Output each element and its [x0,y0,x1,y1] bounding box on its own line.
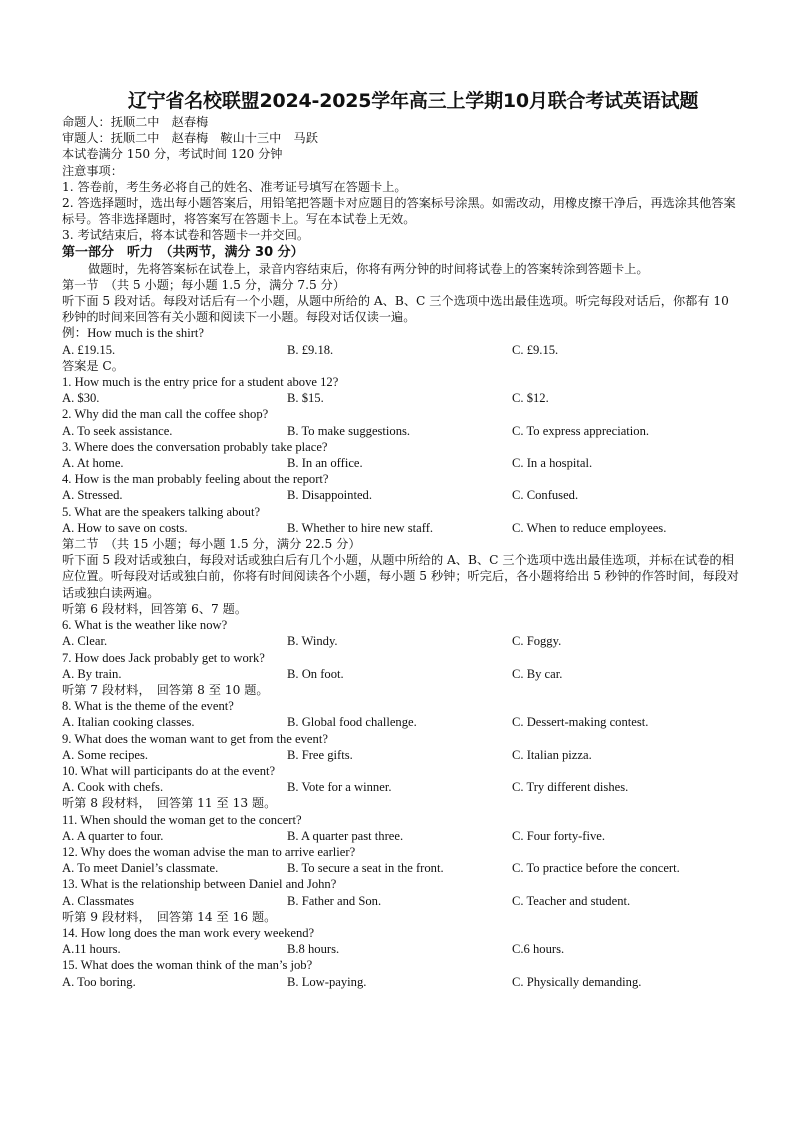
question: 5. What are the speakers talking about? [62,504,261,519]
author-line: 命题人：抚顺二中 赵春梅 [62,115,209,129]
option-c: C.6 hours. [512,942,565,957]
note-1: 1. 答卷前，考生务必将自己的姓名、准考证号填写在答题卡上。 [62,179,407,194]
option-c: C. Italian pizza. [512,747,592,762]
option-a: A. To meet Daniel’s classmate. [62,861,219,876]
material-8-label: 听第 8 段材料， 回答第 11 至 13 题。 [62,796,277,811]
options-row [62,423,742,439]
section2-heading: 第二节 （共 15 小题；每小题 1.5 分，满分 22.5 分） [62,537,361,552]
question: 10. What will participants do at the event? [62,763,276,778]
material-6-label: 听第 6 段材料，回答第 6、7 题。 [62,601,248,616]
options-row [62,779,742,795]
options-row [62,666,742,682]
score-time-line: 本试卷满分 150 分，考试时间 120 分钟 [62,147,283,162]
notes-heading: 注意事项： [62,163,123,178]
option-a: A. A quarter to four. [62,828,164,843]
options-row [62,714,742,730]
note-3: 3. 考试结束后，将本试卷和答题卡一并交回。 [62,228,310,243]
option-c: C. Physically demanding. [512,974,642,989]
question: 9. What does the woman want to get from the event? [62,731,328,746]
option-b: B.8 hours. [287,942,340,957]
option-a: A. $30. [62,391,100,406]
question: 7. How does Jack probably get to work? [62,650,265,665]
question: 14. How long does the man work every weekend? [62,925,315,940]
options-row [62,893,742,909]
section1-heading: 第一节 （共 5 小题；每小题 1.5 分，满分 7.5 分） [62,277,346,292]
option-a: A. By train. [62,666,122,681]
option-a: A. How to save on costs. [62,520,188,535]
question: 15. What does the woman think of the man’s job? [62,958,313,973]
option-b: B. Low-paying. [287,974,367,989]
section2-instructions: 听下面 5 段对话或独白，每段对话或独白后有几个小题，从题中所给的 A、B、C 三个选项中选出最佳选项，并标在试卷的相应位置。听每段对话或独白前，你将有时间阅读各个小题，每小题 5 秒钟；听完后，各小题将给出 5 秒钟的作答时间，每段对话或独白读两遍。 [62,553,739,600]
option-c: C. By car. [512,666,563,681]
material-7-label: 听第 7 段材料， 回答第 8 至 10 题。 [62,682,269,697]
example-options [62,342,742,358]
question: 12. Why does the woman advise the man to arrive earlier? [62,844,356,859]
exam-title: 辽宁省名校联盟2024-2025学年高三上学期10月联合考试英语试题 [127,90,699,112]
option-a: A. To seek assistance. [62,423,173,438]
option-b: B. Free gifts. [287,747,353,762]
option-b: B. To secure a seat in the front. [287,861,444,876]
option-b: B. $15. [287,391,324,406]
question: 8. What is the theme of the event? [62,699,234,714]
option-a: A. Some recipes. [62,747,149,762]
option-b: B. To make suggestions. [287,423,411,438]
question: 11. When should the woman get to the concert? [62,812,302,827]
option-a: A. Classmates [62,893,135,908]
option-c: C. When to reduce employees. [512,520,667,535]
options-row [62,633,742,649]
options-row [62,487,742,503]
part1-intro: 做题时，先将答案标在试卷上，录音内容结束后，你将有两分钟的时间将试卷上的答案转涂到答题卡上。 [88,261,649,276]
option-a: A. Italian cooking classes. [62,715,195,730]
options-row [62,941,742,957]
option-c: C. £9.15. [512,342,559,357]
option-c: C. Try different dishes. [512,780,629,795]
option-b: B. In an office. [287,456,363,471]
section1-instructions: 听下面 5 段对话。每段对话后有一个小题，从题中所给的 A、B、C 三个选项中选出最佳选项。听完每段对话后，你都有 10 秒钟的时间来回答有关小题和阅读下一小题。每段对话仅读一遍。 [62,294,729,325]
question: 1. How much is the entry price for a student above 12? [62,375,339,390]
option-b: B. Father and Son. [287,893,382,908]
option-c: C. To express appreciation. [512,423,650,438]
option-c: C. Foggy. [512,634,562,649]
option-c: C. Confused. [512,488,579,503]
options-row [62,390,742,406]
question: 2. Why did the man call the coffee shop? [62,407,269,422]
option-c: C. $12. [512,391,549,406]
material-9-label: 听第 9 段材料， 回答第 14 至 16 题。 [62,909,277,924]
question: 13. What is the relationship between Daniel and John? [62,877,337,892]
option-a: A. Cook with chefs. [62,780,164,795]
question: 3. Where does the conversation probably take place? [62,439,328,454]
option-c: C. Dessert-making contest. [512,715,649,730]
option-a: A. At home. [62,456,124,471]
note-2: 2. 答选择题时，选出每小题答案后，用铅笔把答题卡对应题目的答案标号涂黑。如需改动，用橡皮擦干净后，再选涂其他答案标号。答非选择题时，将答案写在答题卡上。写在本试卷上无效。 [62,196,736,227]
example-answer: 答案是 C。 [62,358,124,373]
option-b: B. A quarter past three. [287,828,404,843]
example-question: 例：How much is the shirt? [62,326,205,341]
part1-heading: 第一部分 听力 （共两节，满分 30 分） [62,244,304,260]
options-row [62,747,742,763]
option-b: B. £9.18. [287,342,334,357]
options-row [62,455,742,471]
option-a: A.11 hours. [62,942,121,957]
option-c: C. In a hospital. [512,456,593,471]
option-a: A. Clear. [62,634,108,649]
option-a: A. Stressed. [62,488,123,503]
options-row [62,828,742,844]
option-b: B. Windy. [287,634,338,649]
options-row [62,520,742,536]
option-c: C. Four forty-five. [512,828,606,843]
option-b: B. Whether to hire new staff. [287,520,434,535]
questions-1-5 [62,374,742,536]
option-c: C. Teacher and student. [512,893,631,908]
option-b: B. Disappointed. [287,488,373,503]
question: 6. What is the weather like now? [62,618,228,633]
option-b: B. Vote for a winner. [287,780,392,795]
option-b: B. Global food challenge. [287,715,417,730]
option-b: B. On foot. [287,666,344,681]
exam-page [62,88,742,990]
options-row [62,974,742,990]
options-row [62,860,742,876]
question: 4. How is the man probably feeling about the report? [62,472,329,487]
reviewer-line: 审题人：抚顺二中 赵春梅 鞍山十三中 马跃 [62,131,318,146]
option-a: A. £19.15. [62,342,116,357]
option-a: A. Too boring. [62,974,136,989]
option-c: C. To practice before the concert. [512,861,680,876]
